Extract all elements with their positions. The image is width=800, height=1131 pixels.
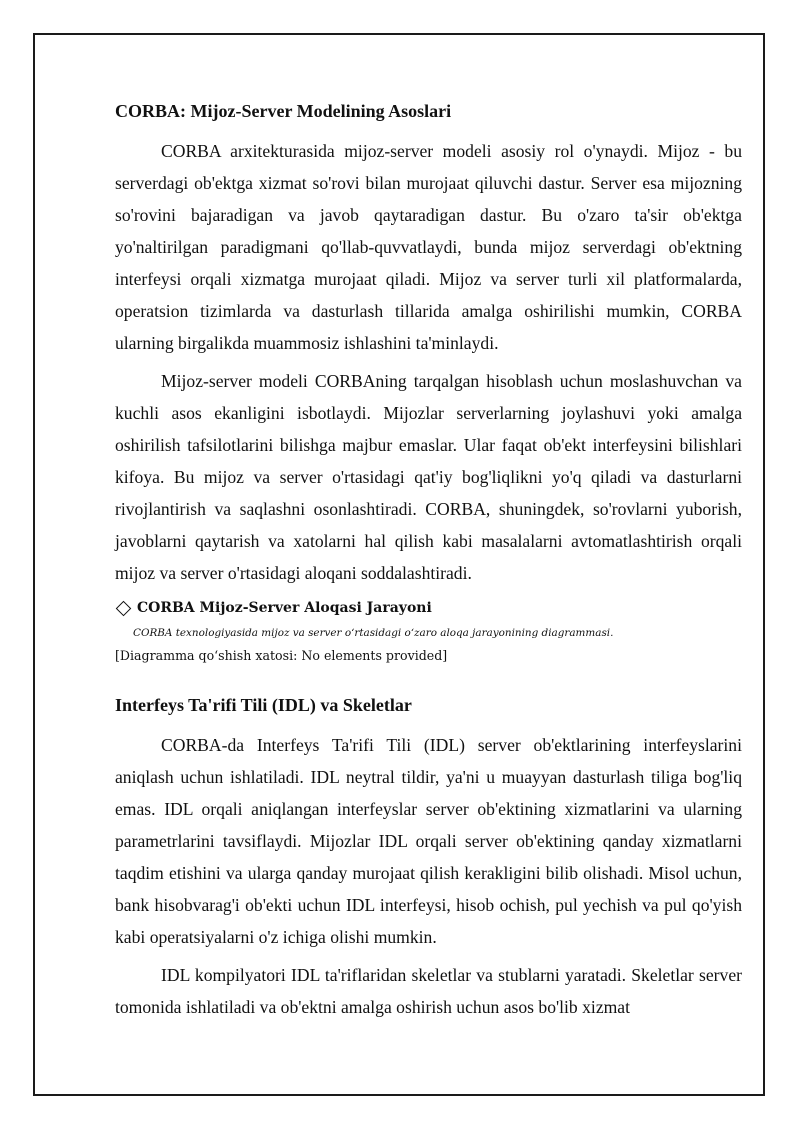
paragraph: IDL kompilyatori IDL ta'riflaridan skeletlar va stublarni yaratadi. Skeletlar server tomonida ishlatiladi va ob'ektni amalga oshirish uchun asos bo'lib xizmat <box>115 965 742 1017</box>
paragraph: CORBA-da Interfeys Ta'rifi Tili (IDL) server ob'ektlarining interfeyslarini aniqlash uchun ishlatiladi. IDL neytral tildir, ya'ni u muayyan dasturlash tiliga bog'liq emas. IDL orqali aniqlangan interfeyslar server ob'ektining xizmatlarini va ularning parametrlarini tavsiflaydi. Mijozlar IDL orqali server ob'ektining qanday xizmatlarni taqdim etishini va ularga qanday murojaat qilish kerakligini bilib olishadi. Misol uchun, bank hisobvarag'i ob'ekti uchun IDL interfeysi, hisob ochish, pul yechish va pul qo'yish kabi operatsiyalarni o'z ichiga olishi mumkin. <box>115 735 742 947</box>
diagram-error-message: [Diagramma qo‘shish xatosi: No elements provided] <box>115 648 448 663</box>
section-heading: CORBA: Mijoz-Server Modelining Asoslari <box>115 101 452 121</box>
section-corba-client-server <box>115 98 742 589</box>
paragraph: CORBA arxitekturasida mijoz-server modeli asosiy rol o'ynaydi. Mijoz - bu serverdagi ob'ektga xizmat so'rovi bilan murojaat qiluvchi dastur. Server esa mijozning so'rovini bajaradigan va javob qaytaradigan dastur. Bu o'zaro ta'sir ob'ektga yo'naltirilgan paradigmani qo'llab-quvvatlaydi, bunda mijoz serverdagi ob'ektning interfeysi orqali xizmatga murojaat qiladi. Mijoz va server turli xil platformalarda, operatsion tizimlarda va dasturlash tillarida amalga oshirilishi mumkin, CORBA ularning birgalikda muammosiz ishlashini ta'minlaydi. <box>115 141 742 353</box>
section-idl-skeletons <box>115 692 742 1023</box>
paragraph: Mijoz-server modeli CORBAning tarqalgan hisoblash uchun moslashuvchan va kuchli asos ekanligini isbotlaydi. Mijozlar serverlarning joylashuvi yoki amalga oshirilish tafsilotlarini bilishga majbur emaslar. Ular faqat ob'ekt interfeysini bilishlari kifoya. Bu mijoz va server o'rtasidagi qat'iy bog'liqlikni yo'q qiladi va dasturlarni rivojlantirish va saqlashni osonlashtiradi. CORBA, shuningdek, so'rovlarni yuborish, javoblarni qaytarish va xatolarni hal qilish kabi masalalarni avtomatlashtirish orqali mijoz va server o'rtasidagi aloqani soddalashtiradi. <box>115 371 742 583</box>
section-heading: Interfeys Ta'rifi Tili (IDL) va Skeletlar <box>115 695 412 715</box>
diagram-title <box>115 597 742 619</box>
diamond-icon <box>115 600 131 616</box>
diagram-title-text: CORBA Mijoz-Server Aloqasi Jarayoni <box>137 600 432 616</box>
diagram-block <box>115 597 742 667</box>
diagram-caption: CORBA texnologiyasida mijoz va server o‘rtasidagi o‘zaro aloqa jarayonining diagrammasi. <box>133 627 614 639</box>
document-body <box>115 98 742 1029</box>
